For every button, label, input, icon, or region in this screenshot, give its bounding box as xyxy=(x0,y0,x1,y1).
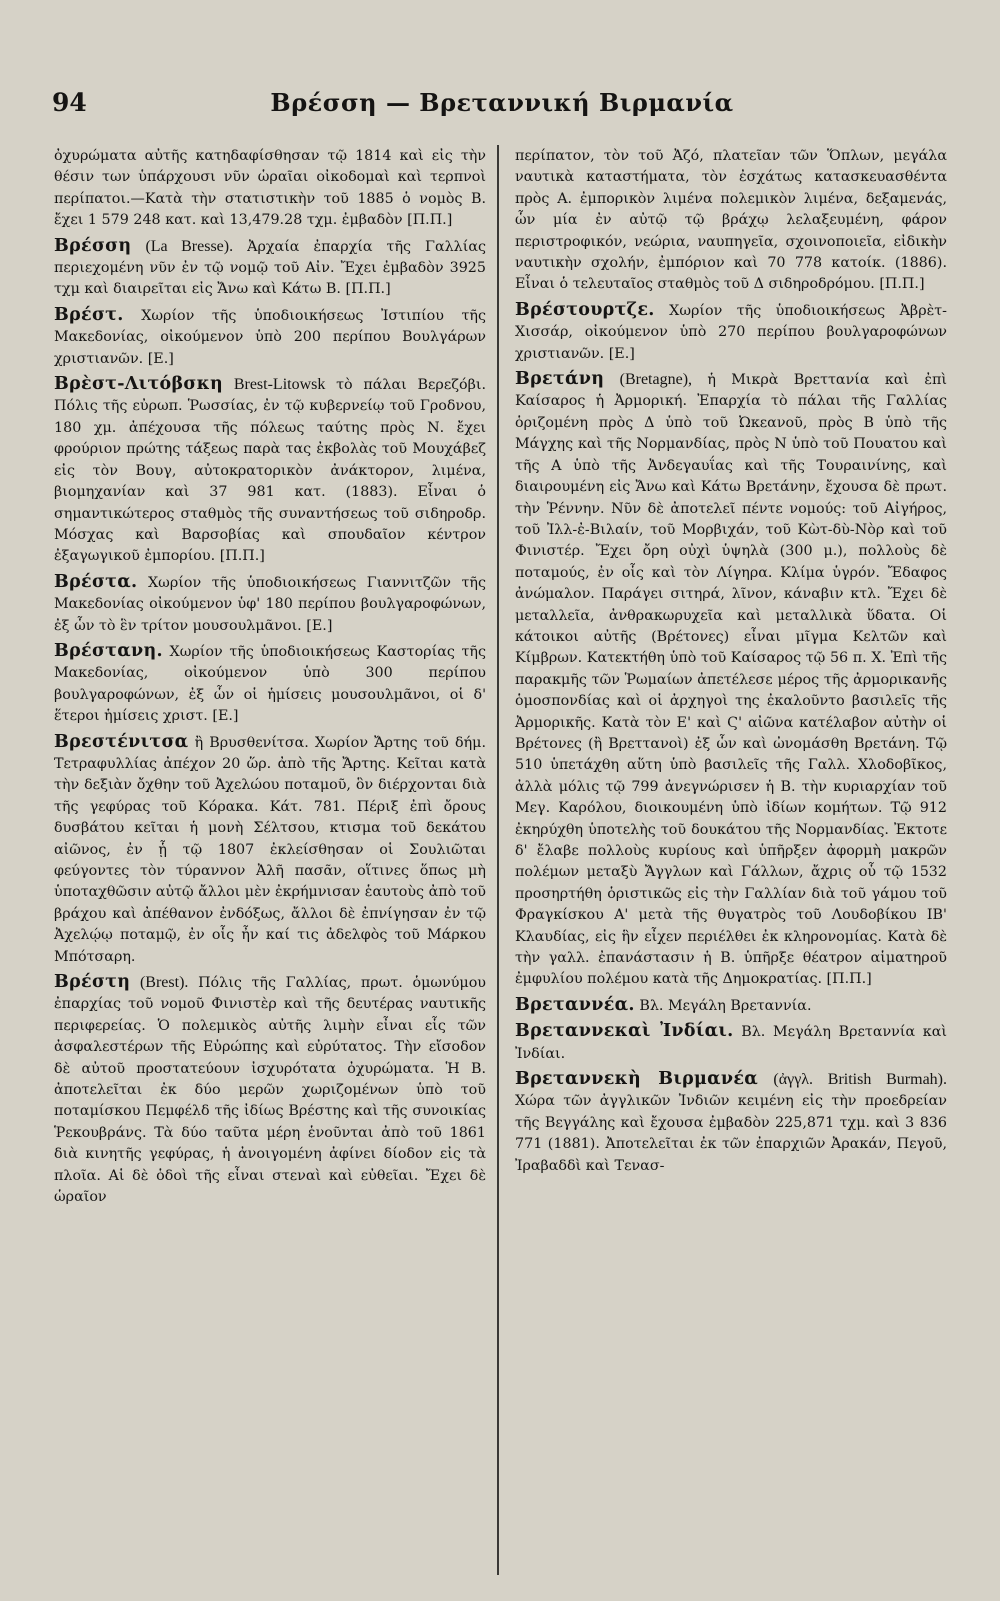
entry-britannia xyxy=(515,995,947,1017)
page-number: 94 xyxy=(52,88,87,117)
entry-text: Χωρίον τῆς ὑποδιοικήσεως Ἀβρὲτ-Χισσάρ, οἰκούμενον ὑπὸ 270 περίπου βουλγαροφώνων χριστιανῶν. [Ε.] xyxy=(515,302,948,362)
entry-british-burma xyxy=(515,1069,947,1177)
entry-lemma: Βρὲστ-Λιτόβσκη xyxy=(54,374,224,395)
entry-text: περίπατον, τὸν τοῦ Ἀζό, πλατεῖαν τῶν Ὅπλων, μεγάλα ναυτικὰ καταστήματα, τὸν ἐσχάτως κατασκευασθέντα πρὸς Α. ἐμπορικὸν λιμένα πολεμικὸν λιμένα, δεξαμενάς, ὧν μία ἐν αὐτῷ τῷ βράχῳ λελαξευμένη, φάρον περιστροφικόν, νεώρια, ναυπηγεῖα, σχοινοποιεῖα, εἰδικὴν ναυτικὴν σχολήν, ἐμπόριον καὶ 70 778 κατοίκ. (1886). Εἶναι ὁ τελευταῖος σταθμὸς τοῦ Δ σιδηροδρόμου. [Π.Π.] xyxy=(515,148,947,293)
entry-text: ὀχυρώματα αὐτῆς κατηδαφίσθησαν τῷ 1814 καὶ εἰς τὴν θέσιν των ὑπάρχουσι νῦν ὡραῖαι οἰκοδομαὶ καὶ τερπνοὶ περίπατοι.—Κατὰ τὴν στατιστικὴν τοῦ 1885 ὁ νομὸς Β. ἔχει 1 579 248 κατ. καὶ 13,479.28 τχμ. ἐμβαδὸν [Π.Π.] xyxy=(54,148,486,229)
entry-brest-litovsk xyxy=(54,374,486,568)
entry-latin-name: (Bretagne), xyxy=(619,371,693,389)
entry-lemma: Βρεταννεκὴ Βιρμανέα xyxy=(515,1069,759,1090)
entry-text: Χώρα τῶν ἀγγλικῶν Ἰνδιῶν κειμένη εἰς τὴν προεδρείαν τῆς Βεγγάλης καὶ ἔχουσα ἐμβαδὸν 225,871 τχμ. καὶ 3 836 771 (1881). Ἀποτελεῖται ἐκ τῶν ἐπαρχιῶν Ἀρακάν, Πεγοῦ, Ἰραβαδδὶ καὶ Τενασ- xyxy=(515,1093,947,1174)
entry-continuation-bresse-department xyxy=(54,146,486,232)
entry-lemma: Βρέστ. xyxy=(54,304,124,325)
entry-latin-name: (Brest). xyxy=(139,974,189,992)
entry-lemma: Βρεταννέα. xyxy=(515,994,635,1015)
entry-bresta xyxy=(54,572,486,637)
entry-brestani xyxy=(54,641,486,728)
entry-lemma: Βρέστουρτζε. xyxy=(515,299,655,320)
entry-lemma: Βρετάνη xyxy=(515,369,605,390)
entry-latin-name: Brest-Litowsk xyxy=(233,376,326,394)
entry-lemma: Βρέσση xyxy=(54,235,132,256)
entry-bretagne xyxy=(515,369,947,991)
entry-text: Βλ. Μεγάλη Βρεταννία. xyxy=(639,997,812,1014)
entry-text: Χωρίον τῆς ὑποδιοικήσεως Ἰστιπίου τῆς Μακεδονίας, οἰκούμενον ὑπὸ 200 περίπου Βουλγάρων χριστιανῶν. [Ε.] xyxy=(54,307,487,367)
column-divider xyxy=(497,145,499,1575)
entry-brest-village xyxy=(54,305,486,370)
entry-latin-name: (ἀγγλ. British Burmah). xyxy=(773,1071,948,1089)
entry-brest-france xyxy=(54,972,486,1208)
page-header xyxy=(52,88,952,128)
entry-text: Πόλις τῆς Γαλλίας, πρωτ. ὁμωνύμου ἐπαρχίας τοῦ νομοῦ Φινιστὲρ καὶ τῆς δευτέρας ναυτικῆς περιφερείας. Ὁ πολεμικὸς αὐτῆς λιμὴν εἶναι εἷς τῶν ἀσφαλεστέρων τῆς Εὐρώπης καὶ εὐρύτατος. Τὴν εἴσοδον δὲ αὐτοῦ προστατεύουν ἰσχυρότατα ὀχυρώματα. Ἡ Β. ἀποτελεῖται ἐκ δύο μερῶν χωριζομένων ὑπὸ τοῦ ποταμίσκου Πεμφέλδ τῆς ἰδίως Βρέστης καὶ τῆς συνοικίας Ῥεκουβράνς. Τὰ δύο ταῦτα μέρη ἑνοῦνται ἀπὸ τοῦ 1861 διὰ κινητῆς γεφύρας, ἡ ἀνοιγομένη ἀφίνει δίοδον εἰς τὰ πλοῖα. Αἱ δὲ ὁδοὶ τῆς εἶναι στεναὶ καὶ εὐθεῖαι. Ἔχει δὲ ὡραῖον xyxy=(54,975,486,1206)
entry-bresse xyxy=(54,236,486,301)
entry-british-india xyxy=(515,1021,947,1065)
entry-text: Χωρίον τῆς ὑποδιοικήσεως Γιαννιτζῶν τῆς Μακεδονίας οἰκούμενον ὑφ' 180 περίπου βουλγαροφώνων, ἐξ ὧν τὸ ἓν τρίτον μουσουλμᾶνοι. [Ε.] xyxy=(54,574,487,634)
entry-continuation-brest xyxy=(515,146,947,296)
entry-latin-name: (La Bresse). xyxy=(145,237,234,255)
entry-lemma: Βρέστη xyxy=(54,972,131,993)
entry-text: Ἀρχαία ἐπαρχία τῆς Γαλλίας περιεχομένη νῦν ἐν τῷ νομῷ τοῦ Αἰν. Ἔχει ἐμβαδὸν 3925 τχμ καὶ διαιρεῖται εἰς Ἄνω καὶ Κάτω Β. [Π.Π.] xyxy=(54,238,487,298)
entry-brestourtze xyxy=(515,300,947,365)
entry-text: Χωρίον τῆς ὑποδιοικήσεως Καστορίας τῆς Μακεδονίας, οἰκούμενον ὑπὸ 300 περίπου βουλγαροφώνων, ἐξ ὧν οἱ ἡμίσεις μουσουλμᾶνοι, οἱ δ' ἕτεροι ἡμίσεις χριστ. [Ε.] xyxy=(54,643,486,725)
right-column xyxy=(515,146,947,1181)
entry-text: ἡ Μικρὰ Βρεττανία καὶ ἐπὶ Καίσαρος ἡ Ἀρμορική. Ἐπαρχία τὸ πάλαι τῆς Γαλλίας ὁριζομένη πρὸς Δ ὑπὸ τοῦ Ὠκεανοῦ, πρὸς Β ὑπὸ τῆς Μάγχης καὶ τῆς Νορμανδίας, πρὸς Ν ὑπὸ τοῦ Πουατου καὶ τῆς Α ὑπὸ τῆς Ἀνδεγαυΐας καὶ τῆς Τουραινίνης, καὶ διαιρουμένη εἰς Ἄνω καὶ Κάτω Βρετάνην, ἔχουσα δὲ πρωτ. τὴν Ῥέννην. Νῦν δὲ ἀποτελεῖ πέντε νομούς: τοῦ Αἰγήρος, τοῦ Ἰλλ-ἐ-Βιλαίν, τοῦ Μορβιχάν, τοῦ Κὼτ-δὺ-Νὸρ καὶ τοῦ Φινιστέρ. Ἔχει ὄρη οὐχὶ ὑψηλὰ (300 μ.), πολλοὺς δὲ ποταμούς, ἐν οἷς καὶ τὸν Λίγηρα. Κλίμα ὑγρόν. Ἔδαφος ἀνώμαλον. Παράγει σιτηρά, λῖνον, κάναβιν κτλ. Ἔχει δὲ μεταλλεῖα, ἀνθρακωρυχεῖα καὶ μεταλλικὰ ὕδατα. Οἱ κάτοικοι αὐτῆς (Βρέτονες) εἶναι μῖγμα Κελτῶν καὶ Κίμβρων. Κατεκτήθη ὑπὸ τοῦ Καίσαρος τῷ 56 π. Χ. Ἐπὶ τῆς παρακμῆς τῶν Ῥωμαίων ἀπετέλεσε μέρος τῆς ἀρμορικανῆς ὁμοσπονδίας καὶ οἱ ἀρχηγοὶ της ἐκαλοῦντο βασιλεῖς τῆς Ἀρμορικῆς. Κατὰ τὸν Ε' καὶ Ϛ' αἰῶνα κατέλαβον αὐτὴν οἱ Βρέτονες (ἢ Βρεττανοὶ) ἐξ ὧν καὶ ὠνομάσθη Βρετάνη. Τῷ 510 ὑπετάχθη αὕτη ὑπὸ βασιλεῖς τῆς Γαλλ. Χλοδοβῖκος, ἀλλὰ μόλις τῷ 799 ἀνεγνώρισεν ἡ Β. τὴν κυριαρχίαν τοῦ Μεγ. Καρόλου, διοικουμένη ὑπὸ ἰδίων κομήτων. Τῷ 912 ἐκηρύχθη ὑποτελὴς τοῦ δουκάτου τῆς Νορμανδίας. Ἐκτοτε δ' ἔλαβε πολλοὺς κυρίους καὶ ὑπῆρξεν ἀφορμὴ μακρῶν πολέμων μεταξὺ Ἄγγλων καὶ Γάλλων, ἄχρις οὗ τῷ 1532 προσηρτήθη ὁριστικῶς εἰς τὴν Γαλλίαν διὰ τοῦ γάμου τοῦ Φραγκίσκου Α' μετὰ τῆς θυγατρὸς τοῦ Λουδοβίκου ΙΒ' Κλαυδίας, εἰς ἣν εἶχεν περιέλθει ἐκ κληρονομίας. Κατὰ δὲ τὴν γαλλ. ἐπανάστασιν ἡ Β. ὑπῆρξε θέατρον αἱματηροῦ ἐμφυλίου πολέμου κατὰ τῆς Δημοκρατίας. [Π.Π.] xyxy=(515,372,948,988)
entry-lemma: Βρεταννεκαὶ Ἰνδίαι. xyxy=(515,1021,734,1042)
entry-lemma: Βρεστένιτσα xyxy=(54,731,189,752)
entry-text: Βλ. Μεγάλη Βρεταννία καὶ Ἰνδίαι. xyxy=(515,1024,947,1062)
entry-text: τὸ πάλαι Βερεζόβι. Πόλις τῆς εὐρωπ. Ῥωσσίας, ἐν τῷ κυβερνείῳ τοῦ Γροδνου, 180 χμ. ἀπέχουσα τῆς πόλεως ταύτης πρὸς Ν. ἔχει φρούριον πρώτης τάξεως παρὰ τας ἐκβολὰς τοῦ Μουχάβεζ εἰς τὸν Βουγ, αὐτοκρατορικὸν ἀνάκτορον, λιμένα, βιομηχανίαν καὶ 37 981 κατ. (1883). Εἶναι ὁ σημαντικώτερος σταθμὸς τῆς συναντήσεως τοῦ σιδηροδρ. Μόσχας καὶ Βαρσοβίας καὶ σπουδαῖον κέντρον ἐξαγωγικοῦ ἐμπορίου. [Π.Π.] xyxy=(54,377,486,565)
entry-lemma: Βρέστανη. xyxy=(54,640,163,661)
entry-lemma: Βρέστα. xyxy=(54,571,138,592)
running-head: Βρέσση — Βρεταννική Βιρμανία xyxy=(270,88,734,117)
left-column xyxy=(54,146,486,1213)
entry-text: ἢ Βρυσθενίτσα. Χωρίον Ἄρτης τοῦ δήμ. Τετραφυλλίας ἀπέχον 20 ὥρ. ἀπὸ τῆς Ἄρτης. Κεῖται κατὰ τὴν δεξιὰν ὄχθην τοῦ Ἀχελώου ποταμοῦ, ὃν διέρχονται διὰ τῆς γεφύρας τοῦ Κόρακα. Κάτ. 781. Πέριξ ἐπὶ ὄρους δυσβάτου κεῖται ἡ μονὴ Σέλτσου, κτισμα τοῦ δεκάτου αἰῶνος, ἐν ᾗ τῷ 1807 ἐκλείσθησαν οἱ Σουλιῶται φεύγοντες τὸν τύραννον Ἀλῆ πασᾶν, οἵτινες ὅπως μὴ ὑποταχθῶσιν αὐτῷ ἄλλοι μὲν ἐκρήμνισαν ἑαυτοὺς ἀπὸ τοῦ βράχου καὶ ἀπέθανον ἐνδόξως, ἄλλοι δὲ ἐπνίγησαν ἐν τῷ Ἀχελῴῳ ποταμῷ, ἐν οἷς ἦν καί τις ἀδελφὸς τοῦ Μάρκου Μπότσαρη. xyxy=(54,734,487,965)
entry-brestenitsa xyxy=(54,732,486,968)
